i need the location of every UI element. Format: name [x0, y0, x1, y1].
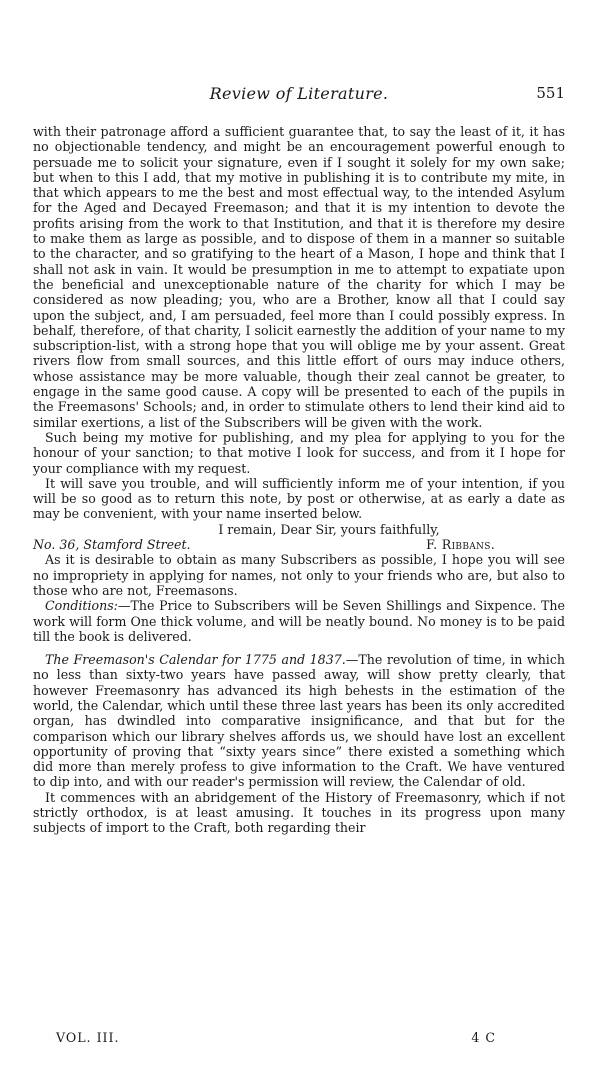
page-footer — [56, 1030, 496, 1045]
paragraph: It commences with an abridgement of the History of Freemasonry, which if not strictly orthodox, is at least amusing. It touches in its progress upon many subjects of import to the Craft, both regarding their — [33, 789, 565, 836]
paragraph: Such being my motive for publishing, and my plea for applying to you for the honour of your sanction; to that motive I look for success, and from it I hope for your compliance with my request. — [33, 429, 565, 476]
page-body — [33, 124, 565, 836]
sender-address: No. 36, Stamford Street. — [33, 537, 191, 553]
paragraph: with their patronage afford a sufficient guarantee that, to say the least of it, it has no objectionable tendency, and might be an encouragement powerful enough to persuade me to solicit your signature, even if I sought it solely for my own sake; but when to this I add, that my motive in publishing it is to contribute my mite, in that which appears to me the best and most effectual way, to the intended Asylum for the Aged and Decayed Freemason; and that it is my intention to devote the profits arising from the work to that Institution, and that it is therefore my desire to make them as large as possible, and to dispose of them in a manner so suitable to the character, and so gratifying to the heart of a Mason, I hope and think that I shall not ask in vain. It would be presumption in me to attempt to expatiate upon the beneficial and unexceptionable nature of the charity for which I may be considered as now pleading; you, who are a Brother, know all that I could say upon the subject, and, I am persuaded, feel more than I could possibly express. In behalf, therefore, of that charity, I solicit earnestly the addition of your name to my subscription-list, with a strong hope that you will oblige me by your assent. Great rivers flow from small sources, and this little effort of ours may induce others, whose assistance may be more valuable, though their zeal cannot be greater, to engage in the same good cause. A copy will be presented to each of the pupils in the Freemasons' Schools; and, in order to stimulate others to lend their kind aid to similar exertions, a list of the Subscribers will be given with the work. — [33, 124, 565, 430]
conditions-text: —The Price to Subscribers will be Seven Shillings and Sixpence. The work will form One thick volume, and will be neatly bound. No money is to be paid till the book is delivered. — [33, 598, 565, 644]
signature-mark: 4 C — [471, 1030, 496, 1045]
sender-signature: F. Ribbans. — [426, 537, 495, 553]
address-line — [33, 537, 565, 552]
volume-mark: VOL. III. — [56, 1030, 120, 1045]
conditions-paragraph — [33, 598, 565, 644]
paragraph: As it is desirable to obtain as many Subscribers as possible, I hope you will see no impropriety in applying for names, not only to your friends who are, but also to those who are not, Freemasons. — [33, 552, 565, 598]
review-text: —The revolution of time, in which no less than sixty-two years have passed away, will show pretty clearly, that however Freemasonry has advanced its high behests in the estimation of the world, the Calendar, which until these three last years has been its only accredited organ, has dwindled into comparative insignificance, and that but for the comparison which our library shelves affords us, we should have lost an excellent opportunity of proving that “sixty years since” there existed a something which did more than merely profess to give information to the Craft. We have ventured to dip into, and with our reader's permission will review, the Calendar of old. — [33, 652, 565, 790]
running-title: Review of Literature. — [209, 84, 389, 103]
letter-closing: I remain, Dear Sir, yours faithfully, — [218, 521, 440, 537]
review-paragraph — [33, 652, 565, 790]
page-number: 551 — [536, 84, 565, 102]
review-heading: The Freemason's Calendar for 1775 and 1837. — [45, 652, 346, 668]
paragraph: It will save you trouble, and will sufficiently inform me of your intention, if you will be so good as to return this note, by post or otherwise, at as early a date as may be convenient, with your name inserted below. — [33, 475, 565, 522]
running-header — [33, 84, 565, 108]
conditions-lead: Conditions: — [45, 598, 118, 614]
section-gap — [33, 644, 565, 652]
